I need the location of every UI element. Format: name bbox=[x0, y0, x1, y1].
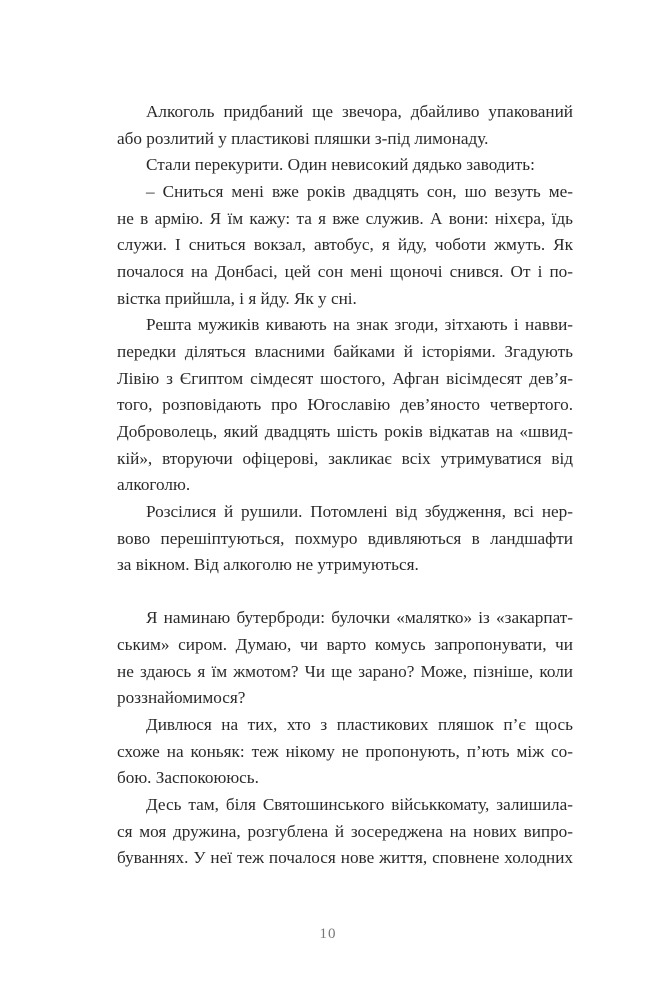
text-line: буваннях. У неї теж почалося нове життя, сповнене холодних bbox=[117, 848, 573, 868]
text-line: ським» сиром. Думаю, чи варто комусь запропонувати, чи bbox=[117, 635, 573, 655]
text-line: Десь там, біля Святошинського військкомату, залишила- bbox=[146, 795, 573, 815]
paragraph bbox=[117, 605, 573, 712]
book-page-text bbox=[117, 99, 573, 872]
text-line: алкоголю. bbox=[117, 475, 191, 495]
text-line: Алкоголь придбаний ще звечора, дбайливо упакований bbox=[146, 102, 573, 121]
text-line: бою. Заспокоююсь. bbox=[117, 768, 259, 788]
paragraph bbox=[117, 712, 573, 792]
text-line: передки діляться власними байками й історіями. Згадують bbox=[117, 341, 573, 361]
paragraph bbox=[117, 152, 573, 179]
text-line: кій», вторуючи офіцерові, закликає всіх утримуватися від bbox=[117, 448, 573, 468]
text-line: схоже на коньяк: теж нікому не пропонують, п’ють між со- bbox=[117, 741, 573, 761]
text-line: за вікном. Від алкоголю не утримуються. bbox=[117, 555, 419, 575]
text-line: Розсілися й рушили. Потомлені від збудження, всі нер- bbox=[146, 501, 573, 521]
page-number: 10 bbox=[319, 926, 337, 942]
text-line: або розлитий у пластикові пляшки з-під лимонаду. bbox=[117, 128, 489, 148]
section-break bbox=[117, 579, 573, 606]
text-line: Я наминаю бутерброди: булочки «малятко» із «закарпат- bbox=[146, 608, 573, 628]
text-line: вово перешіптуються, похмуро вдивляються в ландшафти bbox=[117, 528, 573, 548]
paragraph bbox=[117, 99, 573, 152]
text-line: ся моя дружина, розгублена й зосереджена на нових випро- bbox=[117, 821, 573, 841]
paragraph bbox=[117, 179, 573, 312]
text-line: почалося на Донбасі, цей сон мені щоночі снився. От і по- bbox=[117, 261, 573, 281]
paragraph bbox=[117, 312, 573, 499]
text-line: не в армію. Я їм кажу: та я вже служив. А вони: ніхєра, їдь bbox=[117, 208, 573, 228]
text-line: Стали перекурити. Один невисокий дядько заводить: bbox=[146, 155, 535, 175]
text-line: – Сниться мені вже років двадцять сон, шо везуть ме- bbox=[146, 181, 573, 201]
paragraph bbox=[117, 499, 573, 579]
text-line: Решта мужиків кивають на знак згоди, зітхають і навви- bbox=[146, 315, 573, 335]
text-line: Лівію з Єгиптом сімдесят шостого, Афган вісімдесят дев’я- bbox=[117, 368, 573, 388]
text-line: Доброволець, який двадцять шість років відкатав на «швид- bbox=[117, 421, 573, 441]
text-line: роззнайомимося? bbox=[117, 688, 246, 708]
text-line: не здаюсь я їм жмотом? Чи ще зарано? Може, пізніше, коли bbox=[117, 661, 573, 681]
paragraph bbox=[117, 792, 573, 872]
text-line: служи. І сниться вокзал, автобус, я йду, чоботи жмуть. Як bbox=[117, 235, 573, 255]
text-line: того, розповідають про Югославію дев’яносто четвертого. bbox=[117, 395, 573, 415]
text-line: Дивлюся на тих, хто з пластикових пляшок п’є щось bbox=[146, 715, 573, 735]
text-line: вістка прийшла, і я йду. Як у сні. bbox=[117, 288, 357, 308]
